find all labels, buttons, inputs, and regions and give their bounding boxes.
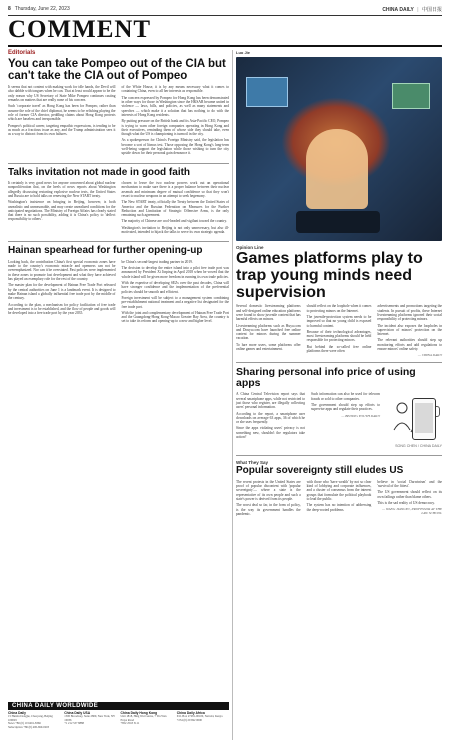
illustration-screen — [392, 83, 430, 109]
what-they-say-label: What They Say — [236, 460, 269, 466]
story-hainan-body — [8, 260, 229, 326]
paragraph: A China Central Television report says that several smartphone apps, while not restricted to just those who register, are illegally collecting users' personal information. — [236, 392, 305, 410]
story-sovereignty-headline: Popular sovereignty still eludes US — [236, 465, 404, 477]
paragraph: believe in 'social Darwinism' and the 'survival of the fittest'. — [377, 479, 443, 489]
office-china — [8, 712, 60, 729]
office-line: P.O. Box 27281-00100, Nairobi, Kenya — [176, 714, 223, 719]
office-line: +1 212 537 8888 — [64, 721, 84, 726]
apps-illustration — [386, 392, 442, 444]
page-meta — [8, 6, 70, 12]
office-title: China Daily Africa — [176, 711, 205, 715]
paragraph: To lure more users, some platforms offer online games and entertainment. — [236, 342, 301, 352]
paragraph: The recent protests in the United States are proof of popular discontent with 'popular sovereignty'— where a state is the representative of its own people and such a state's power is derived from its people. — [236, 479, 301, 502]
smartphone-icon — [412, 398, 436, 440]
story-divider — [8, 163, 229, 164]
paragraph: It certainly is very good news for anyone concerned about global nuclear nonproliferation that, on the heels of news reports about Washington allegedly discussing restarting explosive nuclear tests, the United States and Russia are to hold talks on renewing the New START treaty. — [8, 181, 116, 198]
paragraph: The decision to develop the entire island into a pilot free trade port was announced by President Xi Jinping in April 2018 when he vowed that the whole island will be given more freedom in running its own trade policies. — [121, 266, 229, 279]
paragraph: Livestreaming platforms such as Huya.com and Douyu.com have launched free online content for minors during the summer vacation. — [236, 323, 301, 341]
story-pompeo-headline: You can take Pompeo out of the CIA but can't take the CIA out of Pompeo — [8, 58, 226, 83]
paragraph: Washington's invitation to Beijing is not only unnecessary, but also ill-motivated, intended to hijack the talks to serve its own strategic agenda. — [121, 225, 229, 235]
office-usa — [64, 712, 116, 729]
story-divider — [236, 362, 442, 363]
office-line: +254 (0) 20 692 0000 — [176, 717, 202, 722]
paragraph: The incident also exposes the loopholes in supervision of minors' protection on the Internet. — [377, 323, 443, 337]
brand-name: CHINA DAILY — [382, 6, 414, 13]
paragraph: Since the apps violating users' privacy is not something new, shouldn't the regulators take action? — [236, 426, 305, 440]
brand-name-cn: 中国日报 — [421, 6, 442, 13]
paragraph: As a spokesperson for China's Foreign Ministry said, the legislation has become a sort of litmus test. Those opposing the Hong Kong's long-term well-being support the legislation while those wishing to turn the city upside down for their personal gain denounce it. — [121, 138, 229, 156]
paragraph: This is the sad reality of US democracy. — [377, 501, 435, 506]
office-line: Unit 1818, Hing Wai Centre, 7 Tin Wan Praya Road — [120, 714, 167, 722]
office-hongkong — [121, 712, 173, 729]
story-pompeo-body — [8, 85, 229, 157]
paragraph: be China's second-largest trading partner in 2019. — [121, 259, 193, 264]
paragraph: With the joint and complementary development of Hainan Free Trade Port and the Guangdong-Hong Kong-Macao Greater Bay Area, the country is set to take its reform and opening-up to a new and higher level. — [121, 310, 229, 324]
office-line: +852 2518 5111 — [120, 721, 140, 726]
story-games-body — [236, 304, 442, 357]
paragraph: According to the report, a smartphone user downloads on average 63 apps, 36 of which he or she uses frequently. — [236, 411, 305, 425]
paragraph: advertisements and promotions targeting the students. In pursuit of profits, these Internet livestreaming platforms ignored their social responsibility of protecting minors. — [377, 304, 443, 322]
opinion-line-label: Opinion Line — [236, 245, 264, 250]
byline: — WANG JIANGYU, PROFESSOR AT THE LAW SCHOOL — [382, 507, 443, 516]
paragraph: Pompeo's political career, targeting empathic expressions, is tending to be as much as a fractious issue as any, and the Trump administration sees it as a way to distract from its own failures. — [8, 123, 116, 137]
paragraph: According to the plan, a mechanism for policy facilitation of free trade and investment is to be established, and the flow of people and goods will be developed into a free trade port by the year 2035. — [8, 302, 116, 316]
page-number: 8 — [8, 6, 11, 12]
brand-mark — [382, 6, 442, 13]
paragraph: But behind the so-called free online platforms there were often — [306, 344, 372, 354]
paragraph: Such 'corporate travel' as Hong Kong has been for Pompeo, rather than assume the role of the chief diplomat, he seems to be relishing playing the role of former CIA director, peddling claims about Hong Kong protests which are baseless and irresponsible. — [8, 104, 116, 122]
paragraph: chosen to leave the two nuclear powers work out an operational mechanism to make sure there is a proper balance between their nuclear arsenals and minimum degree of mutual confidence so that they won't resort to nuclear weapons in an attempt to seek hegemony. — [121, 181, 229, 198]
paragraph: of the White House, it is by any means necessary what it comes to containing China, even to all her interests as responsible. — [121, 85, 229, 94]
story-apps-text — [236, 392, 380, 450]
illustration-chair — [296, 211, 380, 233]
paragraph: with those who 'have wealth' by not so clear kind of lobbying and corporate influences, and a cluster of consensus from the interest groups that formulate the political playbook to lead the public. — [306, 479, 372, 502]
section-title: COMMENT — [8, 16, 152, 43]
brand-divider: | — [417, 6, 419, 13]
paragraph: Such information can also be used for telecom frauds or sold to other companies. — [311, 392, 380, 401]
paragraph: The government should step up efforts to supervise apps and regulate their practices. — [311, 402, 380, 412]
illustration-screen — [246, 77, 288, 107]
illustration-child-figure — [306, 129, 368, 209]
apps-art-credit: SONG CHEN / CHINA DAILY — [395, 444, 442, 449]
office-line: News +86 (0) 10 6491-8366 — [8, 721, 41, 726]
story-talks-headline: Talks invitation not made in good faith — [8, 166, 191, 178]
paragraph: The New START treaty, officially the Treaty between the United States of America and the Russian Federation on Measures for the Further Reduction and Limitation of Strategic Offensive Arms, is the only remaining such agreement. — [121, 200, 229, 218]
opinion-column — [236, 50, 442, 518]
paragraph: The US government should reflect on its own failings rather than blame others. — [377, 490, 443, 499]
paragraph: The concern expressed by Pompeo for Hong Kong has been demonstrated in other ways for those in Washington since the HKSAR became united in violence — laws, bills, and policies, as well as many statements and speeches — which make it a solution that has nothing to do with the interests of Hong Kong residents. — [121, 95, 229, 117]
story-talks-body — [8, 181, 229, 236]
paragraph: It seems that not content with making work for idle hands, the Devil will also dabble with tongues when he can. That at least would appear to be the only reason why US Secretary of State Mike Pompeo continues casting remarks on matters that are really none of his concern. — [8, 85, 116, 103]
editorials-label: Editorials — [8, 50, 36, 56]
office-line: 15 Huixin Dongjie, Chaoyang, Beijing 100029 — [8, 714, 53, 722]
issue-date: Thursday, June 22, 2023 — [14, 6, 70, 12]
paragraph: should reflect on the loophole when it comes to protecting minors on the Internet. — [306, 304, 372, 313]
byline: — BEIJING YOUTH DAILY — [341, 413, 380, 418]
paragraph: Because of their technological advantages, most livestreaming platforms should be held responsible for protecting minors. — [306, 329, 372, 343]
editorials-column — [8, 50, 229, 326]
paragraph: Washington's insistence on bringing in Beijing, however, is both unrealistic and unreasonable, and may create unrealized conditions for the anticipated negotiations. The Ministry of Foreign Affairs has clearly stated that there is no such possibility, adding it is China's policy to 'deflect responsibility to others'. — [8, 200, 116, 222]
story-divider — [8, 241, 229, 242]
paragraph: The juvenile-protection system needs to be improved so that no young child is exposed to harmful content. — [306, 314, 372, 328]
paragraph: The master plan for the development of Hainan Free Trade Port released by the central authorities on June 1 is a landmark event. It is designed to make Hainan island a globally influential free trade port by the middle of the century. — [8, 283, 116, 301]
paragraph: By putting pressure on the British bank and its Asia-Pacific CEO, Pompeo is trying to warn other foreign companies operating in Hong Kong and their executives, reminding them of whose side they should take, even though what the US is championing is turmoil in the city. — [121, 119, 229, 137]
gaming-illustration — [236, 57, 442, 241]
paragraph: The worst deal so far, in the form of policy, is the way its government handles the pandemic. — [236, 503, 301, 516]
story-apps-body — [236, 392, 442, 450]
office-africa — [177, 712, 229, 729]
paragraph: The relevant authorities should step up monitoring efforts and add regulations to ensure minors' online safety. — [377, 338, 443, 352]
footer-offices — [8, 712, 229, 729]
publisher-footer — [8, 702, 229, 742]
paragraph: The system has no intention of addressing the deep-rooted problems. — [306, 503, 372, 512]
paragraph: Looking back, the contribution China's first special economic zones have made to the country's economic miracle and openness can not be overemphasized. Nor can it be overstated. Past policies were implemented in these zones to promote fast development and what they have achieved has played an exemplary role for the rest of the country. — [8, 259, 116, 282]
office-line: 1500 Broadway, Suite 2800, New York, NY 10036 — [64, 714, 116, 722]
illustration-credit: Luo Jie — [236, 50, 251, 55]
apps-illustration-wrap — [386, 392, 442, 450]
footer-title: CHINA DAILY WORLDWIDE — [8, 702, 229, 710]
office-title: China Daily Hong Kong — [120, 711, 158, 715]
story-hainan-headline: Hainan spearhead for further opening-up — [8, 245, 203, 257]
page-header — [8, 4, 442, 14]
story-games-headline: Games platforms play to trap young minds need supervision — [236, 250, 423, 301]
office-line: Subscription +86 (0) 400-699-0203 — [8, 724, 50, 729]
byline: — CHINA DAILY — [417, 353, 443, 358]
column-divider — [232, 50, 233, 740]
paragraph: With the expertise of developing SEZs over the past decades, China will have stronger confidence and the implementation of the preferential policies should be smooth and efficient. — [121, 281, 229, 294]
masthead-rule — [8, 45, 442, 47]
office-title: China Daily USA — [64, 711, 91, 715]
office-title: China Daily — [8, 711, 26, 715]
story-sovereignty-body — [236, 480, 442, 518]
paragraph: Several domestic livestreaming platforms and self-designed online education platforms were found to show juvenile content that has harmful effects on minors. — [236, 304, 301, 322]
paragraph: The majority of Chinese are cool-headed and vigilant toward the country. — [121, 219, 227, 224]
story-apps-headline: Sharing personal info price of using apps — [236, 366, 416, 390]
story-divider — [236, 455, 442, 456]
paragraph: Foreign investment will be subject to a management system combining pre-establishment national treatment and a negative list designated for the free trade port. — [121, 295, 229, 309]
